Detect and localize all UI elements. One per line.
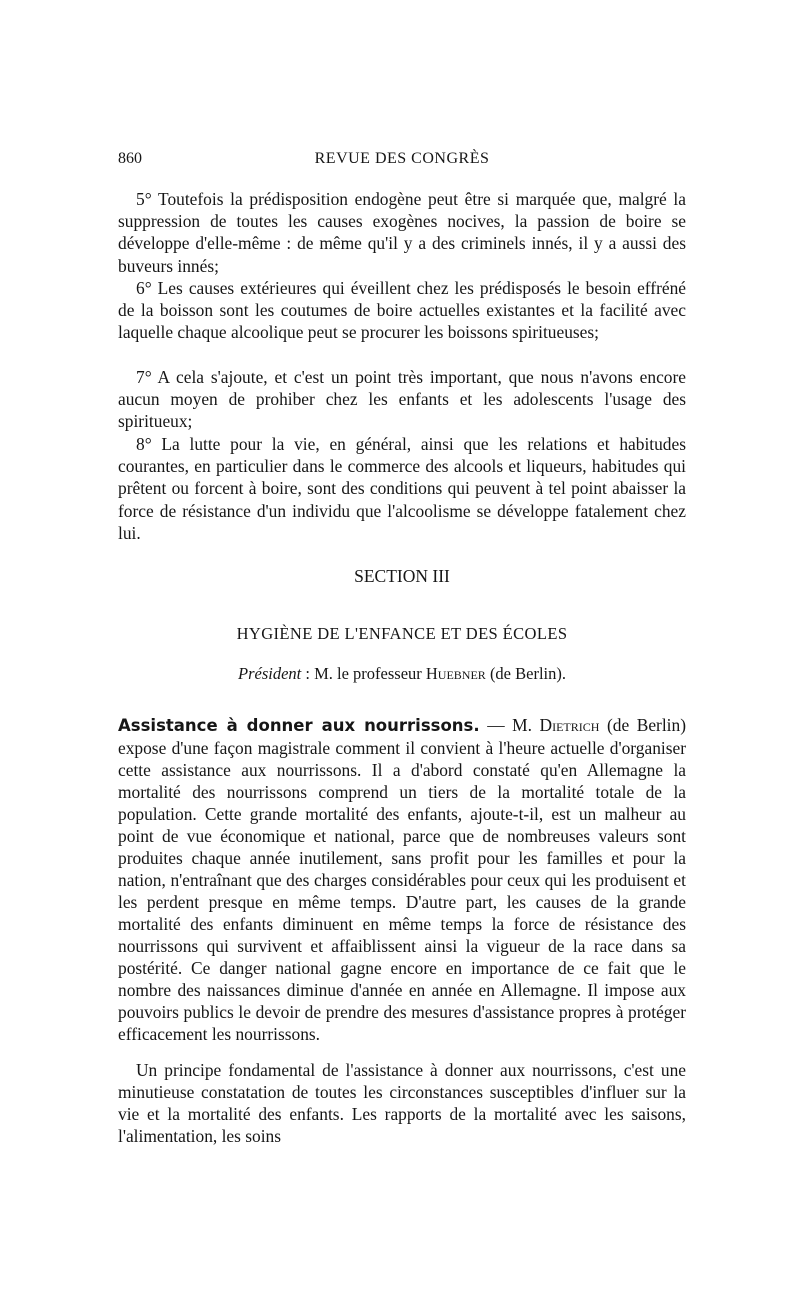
president-name: Huebner [425,664,486,683]
paragraph-point-5: 5° Toutefois la prédisposition endogène peut être si marquée que, malgré la suppression de toutes les causes exogènes nocives, la passion de boire se développe d'elle-même : de même qu'il y a des criminels innés, il y a aussi des buveurs innés; [118,189,686,276]
paragraph-point-7: 7° A cela s'ajoute, et c'est un point très important, que nous n'avons encore aucun moyen de prohiber chez les enfants et les adolescents l'usage des spiritueux; [118,367,686,432]
article-body: (de Berlin) expose d'une façon magistrale comment il convient à l'heure actuelle d'organiser cette assistance aux nourrissons. Il a d'abord constaté qu'en Allemagne la mortalité des nourrissons comprend un tiers de la mortalité totale de la population. Cette grande mortalité des enfants, ajoute-t-il, est un malheur au point de vue économique et national, parce que de nombreuses valeurs sont produites chaque année inutilement, sans profit pour les familles et pour la nation, n'entraînant que des charges considérables pour ceux qui les produisent et les perdent presque en même temps. D'autre part, les causes de la grande mortalité des enfants diminuent en même temps la force de résistance des nourrissons qui survivent et affaiblissent ainsi la vigueur de la race dans sa postérité. Ce danger national gagne encore en importance de ce fait que le nombre des naissances diminue d'année en année en Allemagne. Il impose aux pouvoirs publics le devoir de prendre des mesures d'assistance propres à protéger efficacement les nourrissons. [118,715,686,1044]
paragraph-point-8: 8° La lutte pour la vie, en général, ainsi que les relations et habitudes courantes, en particulier dans le commerce des alcools et liqueurs, habitudes qui prêtent ou forcent à boire, sont des conditions qui peuvent à tel point abaisser la force de résistance d'un individu que l'alcoolisme se développe fatalement chez lui. [118,434,686,543]
article-author: Dietrich [539,715,600,735]
president-label: Président [238,664,302,683]
running-title: REVUE DES CONGRÈS [314,150,490,167]
page-header [118,150,686,174]
president-line [118,664,686,684]
page-number: 860 [118,150,142,167]
section-title: SECTION III [354,566,450,586]
president-city: (de Berlin). [485,664,566,683]
article-paragraph-1 [118,714,686,1045]
president-separator: : M. le professeur [301,664,426,683]
article-paragraph-2: Un principe fondamental de l'assistance à donner aux nourrissons, c'est une minutieuse constatation de toutes les circonstances susceptibles d'influer sur la vie et la mortalité des enfants. Les rapports de la mortalité avec les saisons, l'alimentation, les soins [118,1060,686,1146]
article-dash: — M. [479,715,540,735]
section-subtitle: HYGIÈNE DE L'ENFANCE ET DES ÉCOLES [236,624,568,643]
article-heading: Assistance à donner aux nourrissons. [118,716,480,735]
paragraph-point-6: 6° Les causes extérieures qui éveillent chez les prédisposés le besoin effréné de la boisson sont les coutumes de boire actuelles existantes et la facilité avec laquelle chaque alcoolique peut se procurer les boissons spiritueuses; [118,278,686,343]
